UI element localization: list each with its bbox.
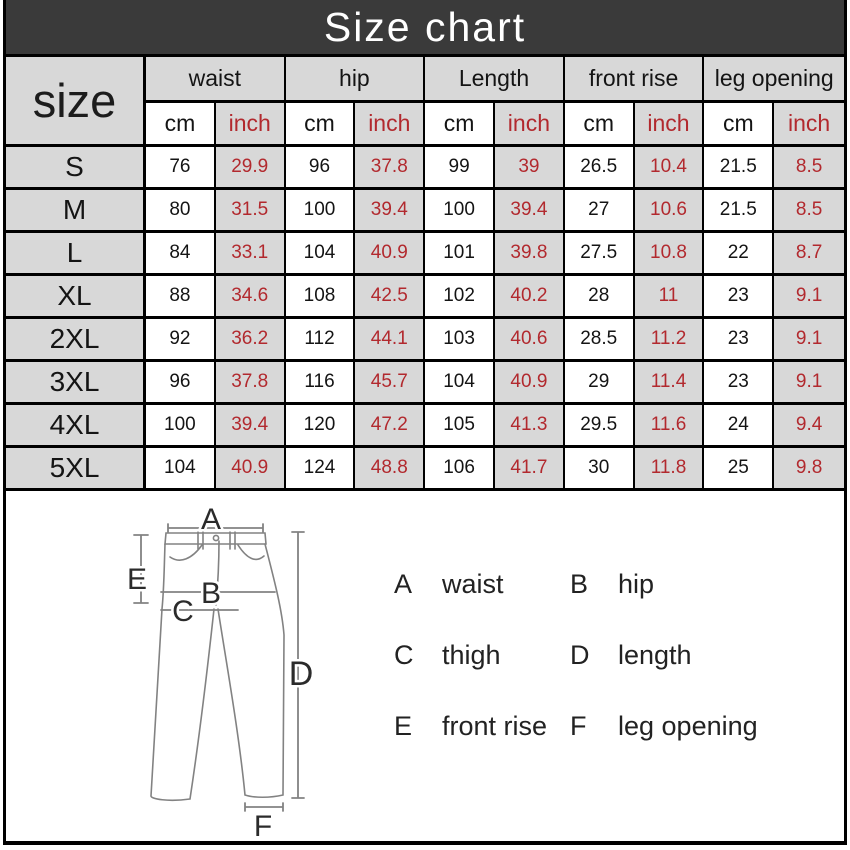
belt-loop: [230, 532, 235, 549]
legend-item-front-rise: [394, 711, 570, 742]
value-cm: 100: [286, 190, 356, 233]
unit-header-inch: inch: [495, 103, 565, 147]
diagram-label-e: E: [126, 563, 148, 596]
value-inch: 40.2: [495, 276, 565, 319]
chart-title: Size chart: [6, 0, 844, 57]
value-inch: 36.2: [216, 319, 286, 362]
unit-header-cm: cm: [146, 103, 216, 147]
value-inch: 40.9: [495, 362, 565, 405]
legend-item-waist: [394, 569, 570, 600]
value-cm: 103: [425, 319, 495, 362]
size-row-label: M: [6, 190, 146, 233]
value-inch: 41.3: [495, 405, 565, 448]
value-inch: 11: [635, 276, 705, 319]
value-cm: 120: [286, 405, 356, 448]
pants-diagram: [98, 493, 338, 840]
value-cm: 29.5: [565, 405, 635, 448]
value-cm: 101: [425, 233, 495, 276]
value-cm: 99: [425, 147, 495, 190]
value-cm: 124: [286, 448, 356, 491]
value-inch: 39.4: [355, 190, 425, 233]
value-inch: 40.9: [355, 233, 425, 276]
value-cm: 88: [146, 276, 216, 319]
value-inch: 39: [495, 147, 565, 190]
pants-pocket-right: [238, 545, 264, 559]
size-row-label: 5XL: [6, 448, 146, 491]
legend-key: B: [570, 569, 589, 599]
value-inch: 8.7: [774, 233, 844, 276]
value-inch: 40.9: [216, 448, 286, 491]
pants-button: [213, 535, 218, 540]
value-cm: 23: [704, 362, 774, 405]
size-row-label: L: [6, 233, 146, 276]
unit-header-cm: cm: [565, 103, 635, 147]
diagram-label-a: A: [200, 503, 222, 536]
value-inch: 37.8: [216, 362, 286, 405]
value-inch: 11.6: [635, 405, 705, 448]
value-inch: 39.4: [495, 190, 565, 233]
value-inch: 41.7: [495, 448, 565, 491]
diagram-label-d: D: [288, 655, 314, 693]
unit-header-cm: cm: [286, 103, 356, 147]
value-cm: 104: [425, 362, 495, 405]
value-inch: 33.1: [216, 233, 286, 276]
value-inch: 44.1: [355, 319, 425, 362]
value-inch: 10.4: [635, 147, 705, 190]
size-row-label: XL: [6, 276, 146, 319]
legend-label: leg opening: [618, 711, 758, 741]
value-inch: 10.6: [635, 190, 705, 233]
value-inch: 34.6: [216, 276, 286, 319]
legend-label: waist: [442, 569, 504, 599]
value-inch: 9.1: [774, 319, 844, 362]
value-inch: 11.4: [635, 362, 705, 405]
value-inch: 9.1: [774, 276, 844, 319]
value-inch: 47.2: [355, 405, 425, 448]
legend-item-hip: [570, 569, 758, 600]
value-cm: 104: [286, 233, 356, 276]
value-cm: 92: [146, 319, 216, 362]
legend-key: F: [570, 711, 587, 741]
diagram-label-f: F: [253, 810, 273, 840]
value-cm: 108: [286, 276, 356, 319]
value-cm: 30: [565, 448, 635, 491]
value-cm: 21.5: [704, 147, 774, 190]
size-column-header: size: [6, 57, 146, 147]
value-cm: 28: [565, 276, 635, 319]
value-inch: 31.5: [216, 190, 286, 233]
unit-header-inch: inch: [774, 103, 844, 147]
value-inch: 8.5: [774, 190, 844, 233]
value-cm: 116: [286, 362, 356, 405]
value-cm: 23: [704, 276, 774, 319]
legend-label: hip: [618, 569, 655, 599]
diagram-label-c: C: [172, 595, 194, 628]
value-cm: 26.5: [565, 147, 635, 190]
legend-key: C: [394, 640, 414, 670]
unit-header-cm: cm: [704, 103, 774, 147]
unit-header-cm: cm: [425, 103, 495, 147]
value-inch: 42.5: [355, 276, 425, 319]
value-cm: 96: [146, 362, 216, 405]
value-inch: 11.2: [635, 319, 705, 362]
legend-item-length: [570, 640, 758, 671]
value-cm: 100: [425, 190, 495, 233]
group-header-hip: hip: [286, 57, 426, 103]
unit-header-inch: inch: [216, 103, 286, 147]
group-header-length: Length: [425, 57, 565, 103]
legend-label: length: [618, 640, 692, 670]
size-row-label: 3XL: [6, 362, 146, 405]
value-cm: 106: [425, 448, 495, 491]
legend-item-leg-opening: [570, 711, 758, 742]
value-cm: 80: [146, 190, 216, 233]
value-inch: 9.1: [774, 362, 844, 405]
size-table: [6, 57, 844, 491]
value-cm: 112: [286, 319, 356, 362]
value-cm: 21.5: [704, 190, 774, 233]
legend-key: D: [570, 640, 590, 670]
size-row-label: 4XL: [6, 405, 146, 448]
measurement-legend: [394, 569, 758, 742]
group-header-waist: waist: [146, 57, 286, 103]
value-cm: 100: [146, 405, 216, 448]
value-inch: 11.8: [635, 448, 705, 491]
value-cm: 84: [146, 233, 216, 276]
diagram-label-b: B: [200, 577, 222, 610]
value-cm: 23: [704, 319, 774, 362]
value-inch: 48.8: [355, 448, 425, 491]
value-inch: 40.6: [495, 319, 565, 362]
value-cm: 102: [425, 276, 495, 319]
value-cm: 76: [146, 147, 216, 190]
group-header-front-rise: front rise: [565, 57, 705, 103]
value-inch: 45.7: [355, 362, 425, 405]
size-row-label: 2XL: [6, 319, 146, 362]
unit-header-inch: inch: [635, 103, 705, 147]
value-inch: 8.5: [774, 147, 844, 190]
value-cm: 104: [146, 448, 216, 491]
legend-key: A: [394, 569, 413, 599]
value-cm: 27.5: [565, 233, 635, 276]
value-inch: 29.9: [216, 147, 286, 190]
value-cm: 22: [704, 233, 774, 276]
value-inch: 37.8: [355, 147, 425, 190]
legend-label: thigh: [442, 640, 501, 670]
legend-item-thigh: [394, 640, 570, 671]
legend-label: front rise: [442, 711, 548, 741]
value-cm: 105: [425, 405, 495, 448]
value-cm: 28.5: [565, 319, 635, 362]
measurement-diagram-section: [6, 491, 844, 841]
value-cm: 96: [286, 147, 356, 190]
size-chart-card: [3, 0, 847, 845]
value-inch: 9.4: [774, 405, 844, 448]
value-cm: 25: [704, 448, 774, 491]
value-inch: 10.8: [635, 233, 705, 276]
unit-header-inch: inch: [355, 103, 425, 147]
value-cm: 27: [565, 190, 635, 233]
pants-right-leg: [218, 544, 284, 797]
value-inch: 39.4: [216, 405, 286, 448]
size-row-label: S: [6, 147, 146, 190]
legend-key: E: [394, 711, 413, 741]
value-cm: 29: [565, 362, 635, 405]
group-header-leg-opening: leg opening: [704, 57, 844, 103]
value-inch: 39.8: [495, 233, 565, 276]
value-inch: 9.8: [774, 448, 844, 491]
value-cm: 24: [704, 405, 774, 448]
